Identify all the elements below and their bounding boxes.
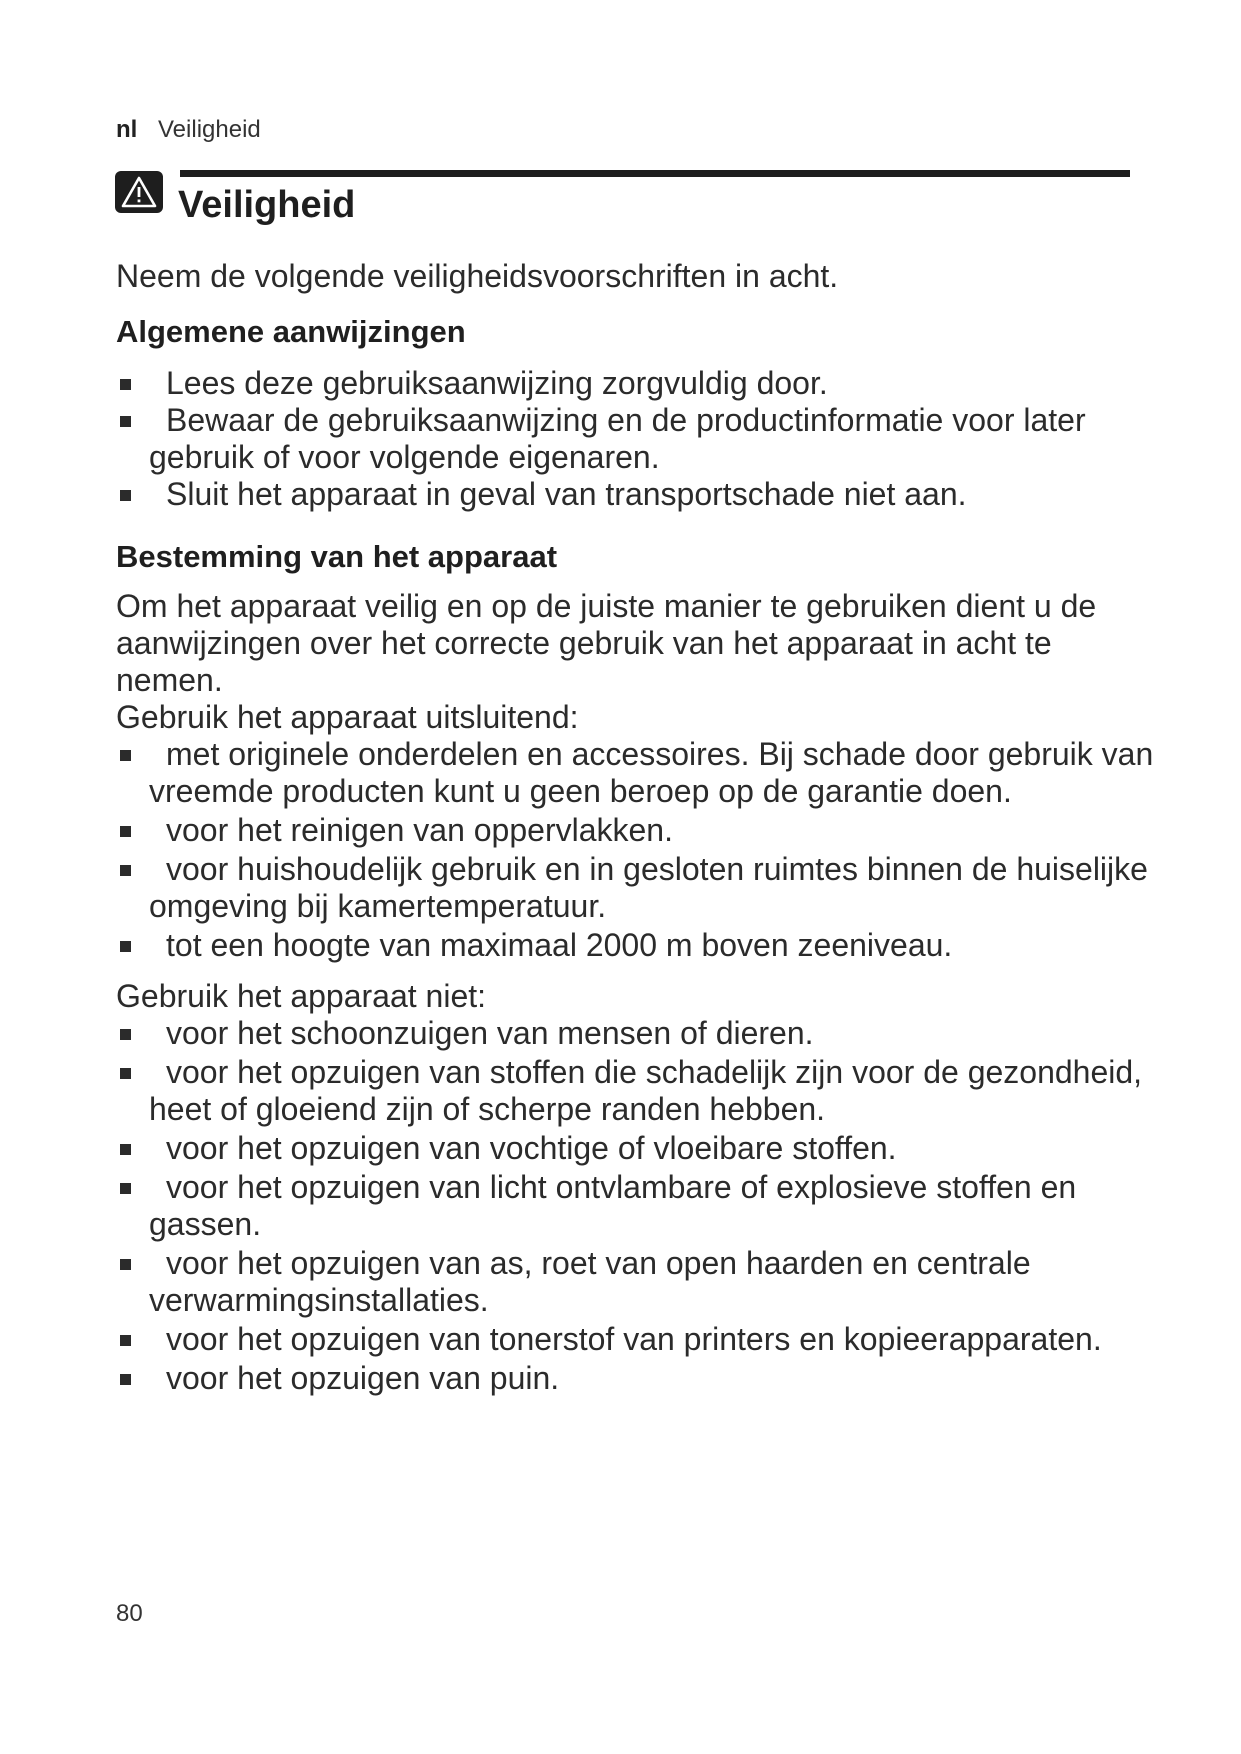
running-header — [116, 116, 261, 144]
list-item: Sluit het apparaat in geval van transportschade niet aan. — [116, 476, 1156, 513]
page-number: 80 — [116, 1600, 143, 1627]
intro-text: Neem de volgende veiligheidsvoorschriften in acht. — [116, 258, 839, 294]
list-item: Bewaar de gebruiksaanwijzing en de productinformatie voor later gebruik of voor volgende eigenaren. — [116, 402, 1156, 476]
list-item: voor het opzuigen van puin. — [116, 1360, 1156, 1397]
section-breadcrumb: Veiligheid — [158, 116, 261, 143]
use-intro: Gebruik het apparaat uitsluitend: — [116, 699, 579, 735]
list-item: voor huishoudelijk gebruik en in gesloten ruimtes binnen de huiselijke omgeving bij kamertemperatuur. — [116, 851, 1156, 925]
use-list — [116, 736, 1156, 964]
language-code: nl — [116, 116, 138, 143]
list-item: voor het opzuigen van as, roet van open haarden en centrale verwarmingsinstallaties. — [116, 1245, 1156, 1319]
list-item: tot een hoogte van maximaal 2000 m boven zeeniveau. — [116, 927, 1156, 964]
general-heading: Algemene aanwijzingen — [116, 314, 466, 349]
document-body — [116, 258, 1156, 1399]
list-item: voor het opzuigen van stoffen die schadelijk zijn voor de gezondheid, heet of gloeiend zijn of scherpe randen hebben. — [116, 1054, 1156, 1128]
title-rule — [180, 170, 1130, 177]
general-list — [116, 365, 1156, 513]
not-use-intro: Gebruik het apparaat niet: — [116, 978, 487, 1014]
list-item: met originele onderdelen en accessoires. Bij schade door gebruik van vreemde producten kunt u geen beroep op de garantie doen. — [116, 736, 1156, 810]
list-item: Lees deze gebruiksaanwijzing zorgvuldig door. — [116, 365, 1156, 402]
not-use-list — [116, 1015, 1156, 1397]
page-title: Veiligheid — [178, 184, 356, 226]
destination-paragraph: Om het apparaat veilig en op de juiste manier te gebruiken dient u de aanwijzingen over het correcte gebruik van het apparaat in acht te nemen. — [116, 588, 1097, 698]
list-item: voor het reinigen van oppervlakken. — [116, 812, 1156, 849]
destination-heading: Bestemming van het apparaat — [116, 539, 558, 574]
list-item: voor het opzuigen van licht ontvlambare of explosieve stoffen en gassen. — [116, 1169, 1156, 1243]
list-item: voor het opzuigen van tonerstof van printers en kopieerapparaten. — [116, 1321, 1156, 1358]
list-item: voor het schoonzuigen van mensen of dieren. — [116, 1015, 1156, 1052]
list-item: voor het opzuigen van vochtige of vloeibare stoffen. — [116, 1130, 1156, 1167]
warning-triangle-icon — [114, 170, 164, 214]
